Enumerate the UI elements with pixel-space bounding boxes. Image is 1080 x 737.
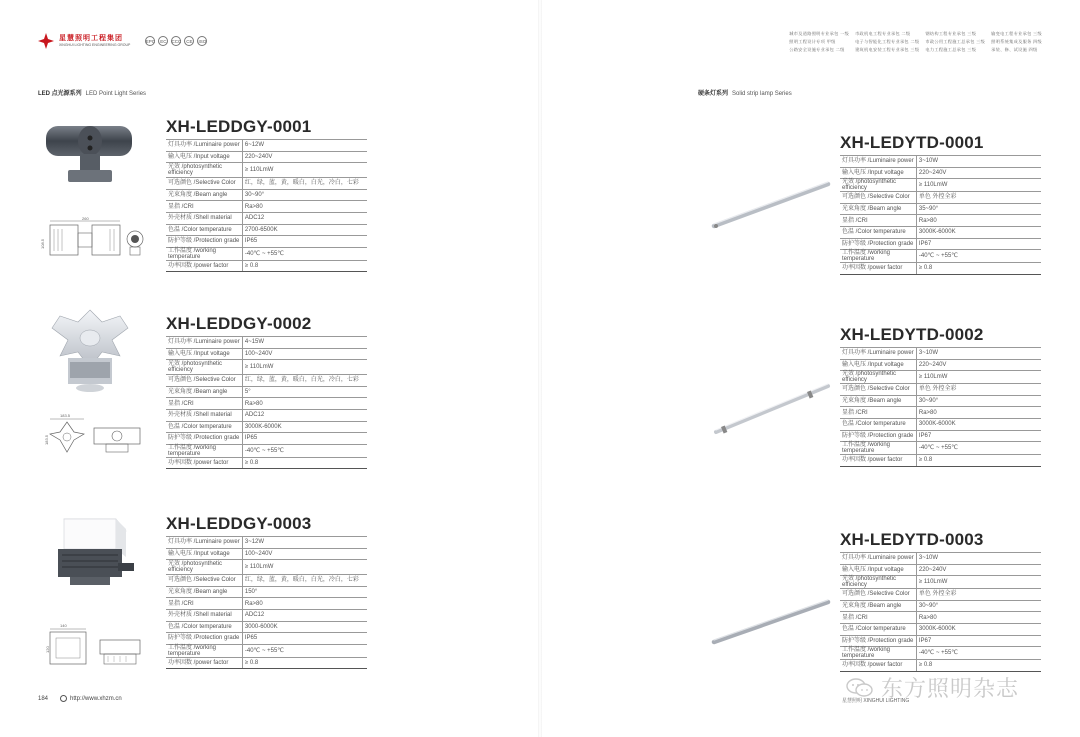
qualification-item: 城市及道路照明专业承包 一级 (789, 31, 850, 36)
spec-row (166, 260, 367, 272)
spec-row (166, 537, 367, 549)
spec-label: 功率因数 /power factor (840, 263, 916, 275)
spec-label: 防护等级 /Protection grade (166, 433, 242, 445)
spec-value: 220~240V (916, 564, 1041, 576)
spec-value: 3000K-6000K (242, 421, 367, 433)
spec-row (166, 598, 367, 610)
spec-label: 光束角度 /Beam angle (166, 586, 242, 598)
qualification-item: 建筑机电安装工程专业承包 三级 (855, 47, 920, 52)
spec-label: 输入电压 /Input voltage (840, 167, 916, 179)
qualification-column (991, 31, 1042, 53)
spec-value: ≥ 110LmW (916, 179, 1041, 192)
product-photo-dgy-0003 (50, 515, 140, 595)
spec-label: 光效 /photosynthetic efficiency (840, 371, 916, 384)
spec-label: 输入电压 /Input voltage (166, 548, 242, 560)
right-series-title: 硬条灯系列 Solid strip lamp Series (698, 91, 792, 97)
product-code: XH-LEDDGY-0002 (166, 314, 312, 333)
spec-table (840, 155, 1041, 275)
dim-label: 108.5 (40, 238, 45, 249)
spec-row (166, 575, 367, 587)
spec-label: 功率因数 /power factor (166, 657, 242, 669)
spec-row (166, 178, 367, 190)
spec-label: 功率因数 /power factor (840, 455, 916, 467)
spec-label: 防护等级 /Protection grade (840, 635, 916, 647)
spec-row (166, 433, 367, 445)
spec-row (166, 457, 367, 469)
spec-table (166, 139, 367, 272)
spec-value: 3~12W (242, 537, 367, 549)
spec-value: 100~240V (242, 548, 367, 560)
footer-right-note: 星慧照明 XINGHUI LIGHTING (842, 698, 910, 704)
brand-header (38, 33, 207, 49)
spec-value: 红，绿，蓝，黄，暖白，白光，冷白，七彩 (242, 178, 367, 190)
spec-value: 单色 外控全彩 (916, 589, 1041, 601)
spec-label: 可选颜色 /Selective Color (840, 589, 916, 601)
spec-table (840, 347, 1041, 467)
spec-value: IP67 (916, 635, 1041, 647)
spec-value: 3~10W (916, 156, 1041, 168)
qualification-item: 照明系统集成及服务 四级 (991, 39, 1042, 44)
globe-icon (60, 695, 67, 702)
spec-table (166, 336, 367, 469)
spec-row (840, 156, 1041, 168)
spec-table (166, 536, 367, 669)
spec-row (840, 179, 1041, 192)
spec-value: Ra>80 (242, 398, 367, 410)
qualification-item: 输变电工程专业承包 三级 (991, 31, 1042, 36)
watermark-text: 东方照明杂志 (881, 676, 1020, 701)
spec-row (840, 576, 1041, 589)
spec-value: IP67 (916, 430, 1041, 442)
product-code: XH-LEDYTD-0001 (840, 133, 984, 152)
spec-label: 工作温度 /working temperature (840, 647, 916, 660)
spec-row (166, 247, 367, 260)
spec-row (840, 564, 1041, 576)
dim-label: 183.5 (60, 413, 71, 418)
spec-value: 3000K-6000K (916, 226, 1041, 238)
spec-label: 灯具功率 /Luminaire power (840, 156, 916, 168)
spec-label: 光效 /photosynthetic efficiency (840, 179, 916, 192)
spec-label: 显指 /CRI (166, 201, 242, 213)
spec-row (166, 140, 367, 152)
spec-label: 输入电压 /Input voltage (166, 151, 242, 163)
spec-value: 3~10W (916, 348, 1041, 360)
spec-row (840, 418, 1041, 430)
spec-row (166, 586, 367, 598)
product-block (840, 326, 1041, 467)
spec-row (166, 386, 367, 398)
spec-label: 显指 /CRI (166, 398, 242, 410)
spec-row (166, 644, 367, 657)
spec-row (840, 647, 1041, 660)
spec-value: 30~90° (916, 600, 1041, 612)
spec-row (840, 192, 1041, 204)
spec-row (840, 430, 1041, 442)
spec-value: ADC12 (242, 212, 367, 224)
spec-label: 光效 /photosynthetic efficiency (840, 576, 916, 589)
brand-name-en: XINGHUI LIGHTING ENGINEERING GROUP (59, 42, 131, 47)
product-block (166, 118, 367, 272)
spec-value: IP65 (242, 433, 367, 445)
spec-label: 色温 /Color temperature (166, 621, 242, 633)
certification-icon: EC (158, 36, 168, 46)
spec-label: 功率因数 /power factor (840, 660, 916, 672)
spec-row (840, 167, 1041, 179)
spec-row (166, 236, 367, 248)
spec-label: 工作温度 /working temperature (166, 644, 242, 657)
spec-row (166, 163, 367, 178)
spec-row (166, 398, 367, 410)
spec-label: 可选颜色 /Selective Color (166, 178, 242, 190)
spec-value: ≥ 110LmW (242, 360, 367, 375)
page-number: 184 (38, 695, 49, 702)
spec-value: Ra>80 (242, 201, 367, 213)
certification-icon: CCC (171, 36, 181, 46)
spec-label: 光束角度 /Beam angle (166, 189, 242, 201)
spec-label: 色温 /Color temperature (166, 224, 242, 236)
spec-value: 4~15W (242, 337, 367, 349)
spec-row (166, 201, 367, 213)
brand-name-cn: 星慧照明工程集团 (59, 34, 123, 42)
spec-row (166, 348, 367, 360)
spec-label: 输入电压 /Input voltage (840, 359, 916, 371)
spec-row (166, 548, 367, 560)
spec-row (166, 621, 367, 633)
spec-value: 35~90° (916, 203, 1041, 215)
spec-label: 工作温度 /working temperature (840, 250, 916, 263)
spec-row (840, 215, 1041, 227)
spec-value: ≥ 0.8 (916, 660, 1041, 672)
spec-value: IP67 (916, 238, 1041, 250)
qualification-item: 公路安全设施专业承包 二级 (789, 47, 845, 52)
spec-row (840, 623, 1041, 635)
spec-row (840, 442, 1041, 455)
spec-value: 3000K-6000K (916, 418, 1041, 430)
spec-label: 灯具功率 /Luminaire power (166, 337, 242, 349)
spec-value: -40℃ ~ +55℃ (242, 644, 367, 657)
spec-row (840, 589, 1041, 601)
dim-label: 183.5 (44, 434, 49, 445)
qualification-item: 电子与智能化工程专业承包 二级 (855, 39, 920, 44)
website-url: http://www.xhzm.cn (70, 695, 122, 702)
spec-row (840, 348, 1041, 360)
qualification-column (789, 31, 849, 53)
certification-icon: ISO (197, 36, 207, 46)
product-code: XH-LEDDGY-0001 (166, 117, 312, 136)
spec-label: 可选颜色 /Selective Color (840, 384, 916, 396)
spec-row (840, 600, 1041, 612)
spec-label: 色温 /Color temperature (840, 418, 916, 430)
spec-value: 单色 外控全彩 (916, 192, 1041, 204)
product-block (166, 515, 367, 669)
spec-row (166, 657, 367, 669)
spec-label: 输入电压 /Input voltage (166, 348, 242, 360)
spec-row (840, 395, 1041, 407)
spec-label: 外壳材质 /Shell material (166, 212, 242, 224)
qualification-item: 市政公用工程施工总承包 三级 (925, 39, 986, 44)
spec-row (166, 444, 367, 457)
qualification-column (855, 31, 919, 53)
spec-label: 可选颜色 /Selective Color (166, 375, 242, 387)
spec-value: 单色 外控全彩 (916, 384, 1041, 396)
spec-row (840, 226, 1041, 238)
qualification-item: 照明工程设计专项 甲级 (789, 39, 836, 44)
spec-value: IP65 (242, 236, 367, 248)
spec-table (840, 552, 1041, 672)
spec-label: 功率因数 /power factor (166, 260, 242, 272)
spec-value: -40℃ ~ +55℃ (916, 250, 1041, 263)
spec-label: 光束角度 /Beam angle (166, 386, 242, 398)
spec-value: -40℃ ~ +55℃ (916, 647, 1041, 660)
product-photo-ytd-0002 (708, 382, 833, 438)
qualification-item: 钢结构工程专业承包 三级 (925, 31, 977, 36)
spec-value: 3000-6000K (242, 621, 367, 633)
product-drawing-dgy-0003 (38, 622, 150, 670)
spec-value: ≥ 0.8 (916, 455, 1041, 467)
product-photo-ytd-0001 (708, 180, 833, 232)
product-code: XH-LEDYTD-0002 (840, 325, 984, 344)
watermark (845, 672, 1019, 703)
spec-row (166, 421, 367, 433)
spec-label: 灯具功率 /Luminaire power (166, 537, 242, 549)
spec-row (166, 189, 367, 201)
spec-value: 100~240V (242, 348, 367, 360)
spec-value: ≥ 110LmW (916, 576, 1041, 589)
spec-label: 可选颜色 /Selective Color (166, 575, 242, 587)
page-spine (538, 0, 542, 737)
spec-row (166, 560, 367, 575)
dim-label: 260 (82, 216, 89, 221)
spec-row (840, 263, 1041, 275)
certification-icon: EPC (145, 36, 155, 46)
spec-label: 工作温度 /working temperature (840, 442, 916, 455)
spec-label: 外壳材质 /Shell material (166, 609, 242, 621)
spec-label: 显指 /CRI (166, 598, 242, 610)
spec-value: 红，绿，蓝，黄，暖白，白光，冷白，七彩 (242, 575, 367, 587)
spec-row (840, 455, 1041, 467)
spec-label: 光效 /photosynthetic efficiency (166, 560, 242, 575)
spec-row (166, 337, 367, 349)
spec-row (840, 238, 1041, 250)
spec-value: -40℃ ~ +55℃ (916, 442, 1041, 455)
product-block (166, 315, 367, 469)
spec-row (840, 407, 1041, 419)
spec-value: 5° (242, 386, 367, 398)
spec-value: 6~12W (242, 140, 367, 152)
spec-label: 防护等级 /Protection grade (166, 633, 242, 645)
spec-value: 3~10W (916, 553, 1041, 565)
spec-row (166, 633, 367, 645)
wechat-icon (845, 677, 875, 699)
spec-label: 工作温度 /working temperature (166, 247, 242, 260)
spec-value: 220~240V (916, 359, 1041, 371)
spec-label: 功率因数 /power factor (166, 457, 242, 469)
spec-label: 色温 /Color temperature (166, 421, 242, 433)
spec-row (840, 612, 1041, 624)
spec-label: 色温 /Color temperature (840, 226, 916, 238)
spec-label: 输入电压 /Input voltage (840, 564, 916, 576)
spec-value: Ra>80 (916, 215, 1041, 227)
spec-label: 防护等级 /Protection grade (166, 236, 242, 248)
product-photo-ytd-0003 (708, 596, 833, 648)
spec-label: 外壳材质 /Shell material (166, 409, 242, 421)
product-block (840, 134, 1041, 275)
spec-label: 显指 /CRI (840, 215, 916, 227)
footer-left (38, 695, 122, 702)
qualifications-list (789, 31, 1042, 53)
spec-value: IP65 (242, 633, 367, 645)
product-drawing-dgy-0002 (38, 412, 150, 467)
spec-value: 30~90° (916, 395, 1041, 407)
spec-value: Ra>80 (916, 407, 1041, 419)
product-drawing-dgy-0001 (40, 215, 150, 265)
certification-icon: CE (184, 36, 194, 46)
spec-value: -40℃ ~ +55℃ (242, 247, 367, 260)
brand-logo-icon (38, 33, 54, 49)
product-photo-dgy-0001 (40, 118, 140, 196)
spec-value: 150° (242, 586, 367, 598)
website (60, 695, 122, 702)
spec-label: 光束角度 /Beam angle (840, 203, 916, 215)
spec-row (840, 371, 1041, 384)
spec-value: 2700-6500K (242, 224, 367, 236)
qualification-item: 电力工程施工总承包 三级 (925, 47, 977, 52)
spec-label: 显指 /CRI (840, 612, 916, 624)
spec-row (166, 360, 367, 375)
spec-value: ≥ 0.8 (242, 457, 367, 469)
qualification-column (925, 31, 985, 53)
spec-label: 工作温度 /working temperature (166, 444, 242, 457)
spec-value: ≥ 0.8 (242, 260, 367, 272)
spec-value: 30~90° (242, 189, 367, 201)
qualification-item: 市政机电工程专业承包 二级 (855, 31, 911, 36)
spec-row (840, 660, 1041, 672)
spec-label: 光效 /photosynthetic efficiency (166, 360, 242, 375)
product-block (840, 531, 1041, 672)
spec-value: 220~240V (242, 151, 367, 163)
spec-row (840, 250, 1041, 263)
spec-value: Ra>80 (242, 598, 367, 610)
spec-row (840, 359, 1041, 371)
product-photo-dgy-0002 (40, 302, 140, 397)
spec-value: Ra>80 (916, 612, 1041, 624)
product-code: XH-LEDDGY-0003 (166, 514, 312, 533)
spec-label: 色温 /Color temperature (840, 623, 916, 635)
spec-label: 防护等级 /Protection grade (840, 238, 916, 250)
spec-value: ≥ 110LmW (242, 560, 367, 575)
dim-label: 120 (45, 646, 50, 653)
spec-row (840, 203, 1041, 215)
dim-label: 140 (60, 623, 67, 628)
spec-value: ADC12 (242, 409, 367, 421)
spec-value: -40℃ ~ +55℃ (242, 444, 367, 457)
spec-value: ≥ 0.8 (242, 657, 367, 669)
spec-label: 灯具功率 /Luminaire power (840, 348, 916, 360)
spec-row (166, 409, 367, 421)
spec-value: ADC12 (242, 609, 367, 621)
spec-row (840, 635, 1041, 647)
spec-label: 防护等级 /Protection grade (840, 430, 916, 442)
spec-label: 光束角度 /Beam angle (840, 600, 916, 612)
spec-label: 可选颜色 /Selective Color (840, 192, 916, 204)
spec-row (840, 553, 1041, 565)
left-series-title: LED 点光源系列 LED Point Light Series (38, 91, 147, 97)
spec-label: 灯具功率 /Luminaire power (166, 140, 242, 152)
product-code: XH-LEDYTD-0003 (840, 530, 984, 549)
spec-row (166, 609, 367, 621)
spec-value: 红，绿，蓝，黄，暖白，白光，冷白，七彩 (242, 375, 367, 387)
spec-value: ≥ 110LmW (916, 371, 1041, 384)
spec-row (166, 212, 367, 224)
spec-value: 3000K-6000K (916, 623, 1041, 635)
certification-icons (145, 36, 207, 46)
qualification-item: 承装、修、试设施 四级 (991, 47, 1038, 52)
spec-row (840, 384, 1041, 396)
spec-row (166, 375, 367, 387)
spec-value: ≥ 110LmW (242, 163, 367, 178)
spec-label: 显指 /CRI (840, 407, 916, 419)
spec-value: ≥ 0.8 (916, 263, 1041, 275)
spec-label: 光束角度 /Beam angle (840, 395, 916, 407)
spec-row (166, 224, 367, 236)
spec-row (166, 151, 367, 163)
spec-label: 光效 /photosynthetic efficiency (166, 163, 242, 178)
spec-label: 灯具功率 /Luminaire power (840, 553, 916, 565)
spec-value: 220~240V (916, 167, 1041, 179)
